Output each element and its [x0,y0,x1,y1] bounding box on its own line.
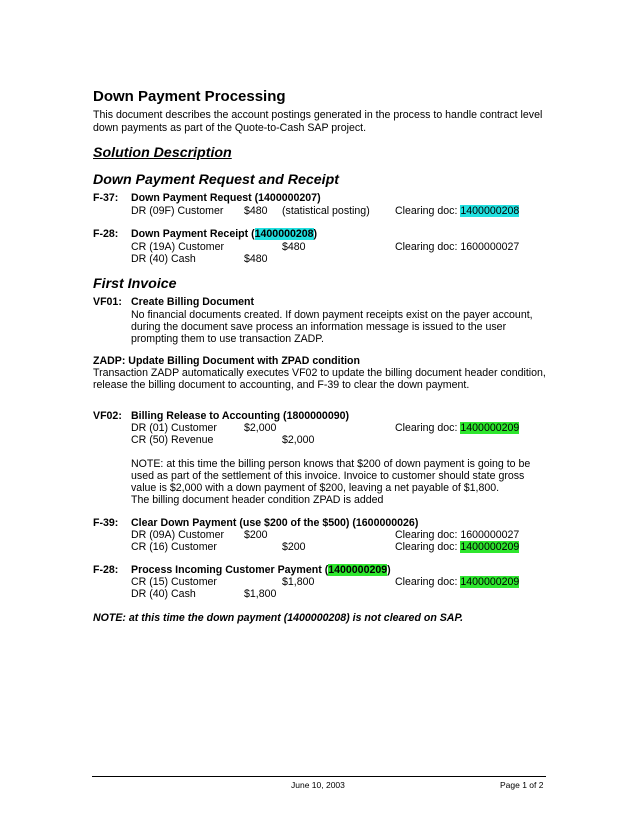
f28-title: Down Payment Receipt (1400000208) [131,228,318,240]
f28-code: F-28: [93,228,119,240]
highlight-cyan: 1400000208 [460,205,520,217]
f28b-code: F-28: [93,564,119,576]
f37-line-label: DR (09F) Customer [131,205,224,217]
vf01-line-2: during the document save process an information message is issued to the user [131,321,507,333]
vf01-code: VF01: [93,296,122,308]
vf01-line-1: No financial documents created. If down payment receipts exist on the payer account, [131,309,533,321]
vf02-note-line-3: value is $2,000 with a down payment of $200, leaving a net payable of $1,800. [131,482,500,494]
f37-line-amount: $480 [244,205,268,217]
final-note: NOTE: at this time the down payment (1400000208) is not cleared on SAP. [93,612,464,624]
vf02-row1-label: DR (01) Customer [131,422,217,434]
f28b-title: Process Incoming Customer Payment (1400000209) [131,564,391,576]
section-heading-request-receipt: Down Payment Request and Receipt [93,172,339,188]
section-heading-first-invoice: First Invoice [93,276,177,292]
solution-heading: Solution Description [93,145,232,161]
vf02-note-line-2: used as part of the settlement of this invoice. Invoice to customer should state gross [131,470,525,482]
intro-line-1: This document describes the account postings generated in the process to handle contract level [93,109,543,121]
footer-date: June 10, 2003 [291,780,345,790]
f28b-row2-label: DR (40) Cash [131,588,196,600]
f37-code: F-37: [93,192,119,204]
vf02-clearing: Clearing doc: 1400000209 [395,422,520,434]
document-title: Down Payment Processing [93,88,286,105]
f37-line-note: (statistical posting) [282,205,370,217]
f28-clearing: Clearing doc: 1600000027 [395,241,520,253]
f39-row1-amount: $200 [244,529,268,541]
f28-row1-amount: $480 [282,241,306,253]
f39-code: F-39: [93,517,119,529]
vf02-title: Billing Release to Accounting (1800000090) [131,410,350,422]
highlight-green: 1400000209 [460,576,520,588]
f28b-clearing: Clearing doc: 1400000209 [395,576,520,588]
highlight-green: 1400000209 [460,541,520,553]
f39-row2-amount: $200 [282,541,306,553]
vf02-code: VF02: [93,410,122,422]
f28b-row1-label: CR (15) Customer [131,576,217,588]
f39-row1-clearing: Clearing doc: 1600000027 [395,529,520,541]
f28b-row1-amount: $1,800 [282,576,315,588]
zadp-title: ZADP: Update Billing Document with ZPAD condition [93,355,360,367]
vf02-row2-label: CR (50) Revenue [131,434,214,446]
f39-row1-label: DR (09A) Customer [131,529,225,541]
intro-line-2: down payments as part of the Quote-to-Cash SAP project. [93,122,367,134]
highlight-green: 1400000209 [328,564,388,576]
highlight-cyan: 1400000208 [254,228,314,240]
vf01-title: Create Billing Document [131,296,255,308]
f28b-row2-amount: $1,800 [244,588,277,600]
vf02-note-line-4: The billing document header condition ZPAD is added [131,494,384,506]
f39-title: Clear Down Payment (use $200 of the $500) (1600000026) [131,517,419,529]
vf02-note-line-1: NOTE: at this time the billing person knows that $200 of down payment is going to be [131,458,531,470]
zadp-line-1: Transaction ZADP automatically executes VF02 to update the billing document header condition, [93,367,546,379]
zadp-line-2: release the billing document to accounting, and F-39 to clear the down payment. [93,379,470,391]
vf02-row1-amount: $2,000 [244,422,277,434]
highlight-green: 1400000209 [460,422,520,434]
f37-clearing: Clearing doc: 1400000208 [395,205,520,217]
footer-divider [92,776,546,777]
f39-row2-clearing: Clearing doc: 1400000209 [395,541,520,553]
f39-row2-label: CR (16) Customer [131,541,217,553]
f28-row2-label: DR (40) Cash [131,253,196,265]
f28-row2-amount: $480 [244,253,268,265]
f37-title: Down Payment Request (1400000207) [131,192,321,204]
vf01-line-3: prompting them to use transaction ZADP. [131,333,324,345]
vf02-row2-amount: $2,000 [282,434,315,446]
footer-page-number: Page 1 of 2 [500,780,544,790]
f28-row1-label: CR (19A) Customer [131,241,225,253]
